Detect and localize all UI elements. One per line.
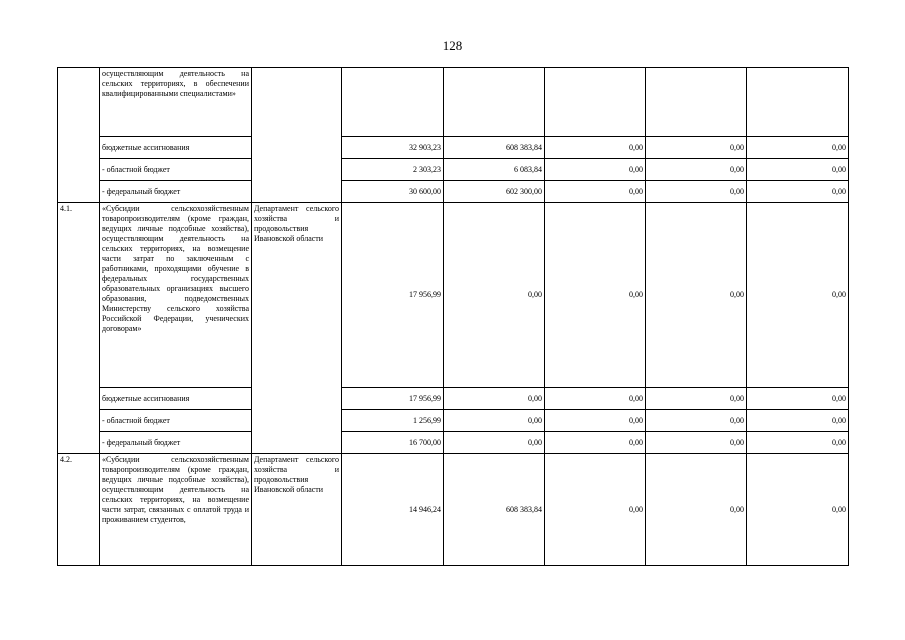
value-cell: 16 700,00 (342, 432, 444, 454)
department-cell: Департамент сельского хозяйства и продовольствия Ивановской области (252, 203, 342, 454)
value-cell: 0,00 (646, 388, 747, 410)
value-cell: 0,00 (545, 159, 646, 181)
description-cell: - федеральный бюджет (100, 181, 252, 203)
value-cell: 0,00 (747, 454, 849, 566)
value-cell: 0,00 (545, 454, 646, 566)
table-row (58, 432, 849, 454)
value-cell: 0,00 (444, 203, 545, 388)
value-cell: 608 383,84 (444, 454, 545, 566)
row-number-cell (58, 68, 100, 203)
value-cell: 0,00 (545, 137, 646, 159)
value-cell: 0,00 (444, 388, 545, 410)
value-cell (342, 68, 444, 137)
value-cell: 0,00 (545, 181, 646, 203)
value-cell: 0,00 (646, 159, 747, 181)
table-row (58, 410, 849, 432)
value-cell: 0,00 (545, 388, 646, 410)
table-row (58, 68, 849, 137)
value-cell: 0,00 (747, 159, 849, 181)
value-cell: 0,00 (747, 410, 849, 432)
description-cell: осуществляющим деятельность на сельских территориях, в обеспечении квалифицированными специалистами» (100, 68, 252, 137)
value-cell: 0,00 (747, 137, 849, 159)
value-cell (545, 68, 646, 137)
value-cell: 0,00 (646, 410, 747, 432)
value-cell: 2 303,23 (342, 159, 444, 181)
description-cell: - федеральный бюджет (100, 432, 252, 454)
value-cell: 30 600,00 (342, 181, 444, 203)
value-cell: 17 956,99 (342, 203, 444, 388)
value-cell: 0,00 (646, 432, 747, 454)
value-cell: 602 300,00 (444, 181, 545, 203)
row-number-cell: 4.1. (58, 203, 100, 454)
value-cell: 17 956,99 (342, 388, 444, 410)
value-cell: 0,00 (646, 181, 747, 203)
value-cell: 608 383,84 (444, 137, 545, 159)
value-cell: 1 256,99 (342, 410, 444, 432)
description-cell: бюджетные ассигнования (100, 137, 252, 159)
value-cell: 0,00 (747, 432, 849, 454)
description-cell: - областной бюджет (100, 159, 252, 181)
value-cell: 0,00 (646, 137, 747, 159)
description-cell: «Субсидии сельскохозяйственным товаропроизводителям (кроме граждан, ведущих личные подсобные хозяйства), осуществляющим деятельность на сельских территориях, на возмещение части затрат по заключенным с работниками, проходящими обучение в федеральных государственных образовательных организациях высшего образования, подведомственных Министерству сельского хозяйства Российской Федерации, ученических договорам» (100, 203, 252, 388)
description-cell: - областной бюджет (100, 410, 252, 432)
row-number-cell: 4.2. (58, 454, 100, 566)
value-cell: 0,00 (444, 410, 545, 432)
table-row (58, 203, 849, 388)
table-row (58, 181, 849, 203)
value-cell: 0,00 (545, 432, 646, 454)
table-row (58, 159, 849, 181)
description-cell: «Субсидии сельскохозяйственным товаропроизводителям (кроме граждан, ведущих личные подсобные хозяйства), осуществляющим деятельность на сельских территориях, на возмещение части затрат, связанных с оплатой труда и проживанием студентов, (100, 454, 252, 566)
value-cell: 0,00 (545, 410, 646, 432)
value-cell: 0,00 (747, 181, 849, 203)
table-row (58, 454, 849, 566)
page-number: 128 (442, 38, 463, 53)
table-row (58, 137, 849, 159)
value-cell: 0,00 (646, 203, 747, 388)
value-cell: 0,00 (646, 454, 747, 566)
value-cell (747, 68, 849, 137)
table-row (58, 388, 849, 410)
value-cell: 0,00 (444, 432, 545, 454)
value-cell: 32 903,23 (342, 137, 444, 159)
value-cell: 0,00 (747, 388, 849, 410)
budget-table (57, 67, 849, 566)
value-cell: 0,00 (545, 203, 646, 388)
value-cell: 0,00 (747, 203, 849, 388)
value-cell (646, 68, 747, 137)
value-cell: 14 946,24 (342, 454, 444, 566)
value-cell (444, 68, 545, 137)
department-cell (252, 68, 342, 203)
description-cell: бюджетные ассигнования (100, 388, 252, 410)
value-cell: 6 083,84 (444, 159, 545, 181)
department-cell: Департамент сельского хозяйства и продовольствия Ивановской области (252, 454, 342, 566)
